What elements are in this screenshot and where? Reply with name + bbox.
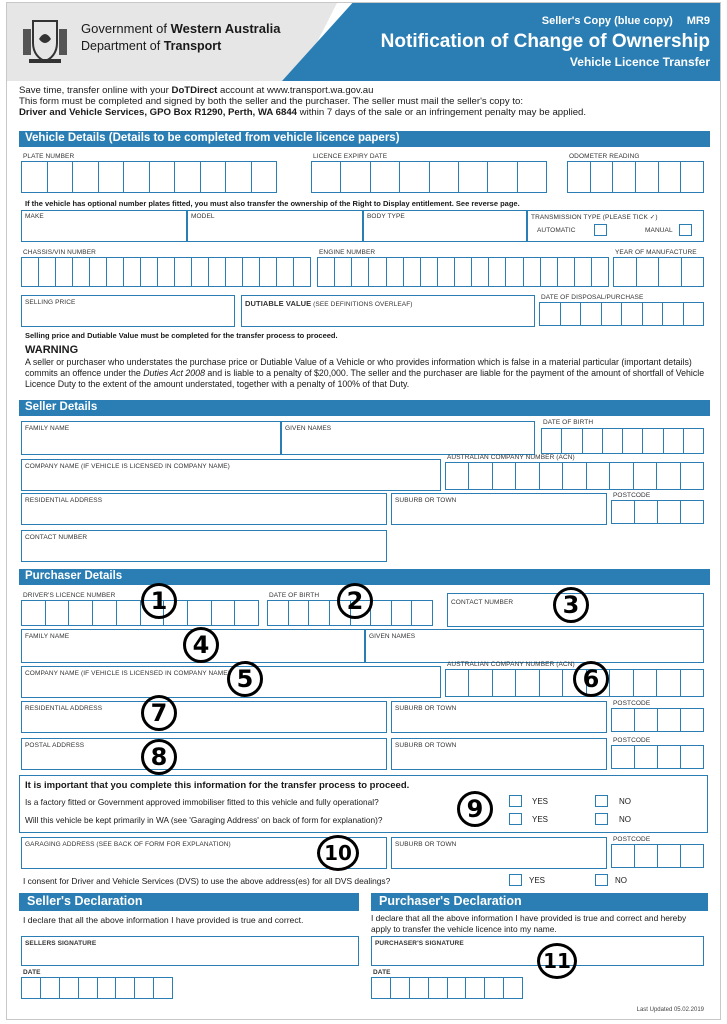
purchaser-family-name-label: FAMILY NAME	[25, 633, 70, 640]
odometer-label: ODOMETER READING	[569, 153, 640, 160]
purchaser-date-field[interactable]	[371, 977, 523, 999]
purchaser-postal-postcode-field[interactable]	[611, 745, 704, 769]
immobiliser-no-checkbox[interactable]	[595, 795, 608, 807]
seller-postcode-label: POSTCODE	[613, 492, 651, 499]
warning-text: A seller or purchaser who understates the purchase price or Dutiable Value of a Vehicle or who provides information which is false in a material particular (important details) commits an offence under the Duties Act 2008 and is liable to a penalty of $20,000. The seller and the purchaser are liable for the payment of the amount of shortfall of Vehicle Licence Duty to the extent of the amount understated, together with a penalty of 100% of that Duty.	[25, 357, 705, 389]
purchaser-res-suburb-label: SUBURB OR TOWN	[395, 705, 457, 712]
annotation-7: 7	[141, 695, 177, 731]
purchaser-declaration-bar: Purchaser's Declaration	[371, 893, 708, 911]
purchaser-res-postcode-field[interactable]	[611, 708, 704, 732]
seller-date-label: DATE	[23, 969, 41, 976]
purchaser-acn-label: AUSTRALIAN COMPANY NUMBER (ACN)	[447, 661, 575, 668]
seller-suburb-label: SUBURB OR TOWN	[395, 497, 457, 504]
form-title: Notification of Change of Ownership	[380, 31, 710, 52]
year-manufacture-label: YEAR OF MANUFACTURE	[615, 249, 697, 256]
form-page	[6, 2, 721, 1020]
wa-crest-icon	[19, 15, 71, 67]
garaging-postcode-field[interactable]	[611, 844, 704, 868]
seller-date-field[interactable]	[21, 977, 173, 999]
purchaser-date-label: DATE	[373, 969, 391, 976]
purchaser-licence-field[interactable]	[21, 600, 259, 626]
year-manufacture-field[interactable]	[613, 257, 704, 287]
annotation-1: 1	[141, 583, 177, 619]
disposal-date-label: DATE OF DISPOSAL/PURCHASE	[541, 294, 644, 301]
seller-contact-number-label: CONTACT NUMBER	[25, 534, 88, 541]
immobiliser-yes-checkbox[interactable]	[509, 795, 522, 807]
seller-acn-field[interactable]	[445, 462, 704, 490]
dutiable-value-label: DUTIABLE VALUE (SEE DEFINITIONS OVERLEAF)	[245, 299, 413, 308]
consent-no-checkbox[interactable]	[595, 874, 608, 886]
warning-heading: WARNING	[25, 344, 79, 356]
seller-declaration-bar: Seller's Declaration	[19, 893, 359, 911]
last-updated: Last Updated 05.02.2019	[636, 1007, 704, 1013]
selling-price-label: SELLING PRICE	[25, 299, 76, 306]
consent-no-label: NO	[615, 876, 627, 885]
annotation-9: 9	[457, 791, 493, 827]
purchaser-given-names-label: GIVEN NAMES	[369, 633, 416, 640]
seller-residential-address-label: RESIDENTIAL ADDRESS	[25, 497, 103, 504]
price-note: Selling price and Dutiable Value must be completed for the transfer process to proceed.	[25, 331, 338, 340]
annotation-4: 4	[183, 627, 219, 663]
annotation-2: 2	[337, 583, 373, 619]
purchaser-dob-label: DATE OF BIRTH	[269, 592, 320, 599]
automatic-checkbox[interactable]	[594, 224, 607, 236]
purchaser-licence-label: DRIVER'S LICENCE NUMBER	[23, 592, 116, 599]
annotation-8: 8	[141, 739, 177, 775]
seller-signature-label: SELLERS SIGNATURE	[25, 940, 97, 947]
odometer-field[interactable]	[567, 161, 704, 193]
annotation-10: 10	[317, 835, 359, 871]
engine-number-label: ENGINE NUMBER	[319, 249, 376, 256]
disposal-date-field[interactable]	[539, 302, 704, 326]
purchaser-details-bar: Purchaser Details	[19, 569, 710, 585]
purchaser-residential-address-label: RESIDENTIAL ADDRESS	[25, 705, 103, 712]
annotation-6: 6	[573, 661, 609, 697]
optional-plates-note: If the vehicle has optional number plates fitted, you must also transfer the ownership of the Right to Display entitlement. See reverse page.	[25, 199, 520, 208]
purchaser-declaration-text: I declare that all the above information I have provided is true and correct and hereby apply to transfer the vehicle licence into my name.	[371, 913, 687, 934]
kept-in-wa-yes-label: YES	[532, 815, 549, 824]
seller-declaration-text: I declare that all the above information I have provided is true and correct.	[23, 915, 304, 925]
kept-in-wa-no-checkbox[interactable]	[595, 813, 608, 825]
licence-expiry-label: LICENCE EXPIRY DATE	[313, 153, 388, 160]
consent-question: I consent for Driver and Vehicle Services (DVS) to use the above address(es) for all DVS dealings?	[23, 876, 391, 886]
consent-yes-label: YES	[529, 876, 546, 885]
seller-dob-field[interactable]	[541, 428, 704, 454]
kept-in-wa-question: Will this vehicle be kept primarily in WA (see 'Garaging Address' on back of form for explanation)?	[25, 815, 383, 825]
manual-label: MANUAL	[645, 227, 673, 234]
purchaser-given-names-field[interactable]	[365, 629, 704, 663]
immobiliser-yes-label: YES	[532, 797, 549, 806]
form-header	[7, 3, 721, 81]
form-code: MR9	[686, 15, 710, 27]
seller-postcode-field[interactable]	[611, 500, 704, 524]
kept-in-wa-yes-checkbox[interactable]	[509, 813, 522, 825]
purchaser-company-name-label: COMPANY NAME (IF VEHICLE IS LICENSED IN COMPANY NAME)	[25, 670, 230, 677]
chassis-label: CHASSIS/VIN NUMBER	[23, 249, 96, 256]
purchaser-signature-label: PURCHASER'S SIGNATURE	[375, 940, 464, 947]
consent-yes-checkbox[interactable]	[509, 874, 522, 886]
intro-text: Save time, transfer online with your DoTDirect account at www.transport.wa.gov.au This form must be completed and signed by both the seller and the purchaser. The seller must mail the seller's copy to: Driver and Vehicle Services, GPO Box R1290, Perth, WA 6844 within 7 days of the sale or an infringement penalty may be applied.	[19, 85, 587, 118]
garaging-postcode-label: POSTCODE	[613, 836, 651, 843]
body-type-label: BODY TYPE	[367, 213, 405, 220]
plate-number-label: PLATE NUMBER	[23, 153, 75, 160]
seller-company-name-label: COMPANY NAME (IF VEHICLE IS LICENSED IN COMPANY NAME)	[25, 463, 230, 470]
make-label: MAKE	[25, 213, 44, 220]
government-name: Government of Western Australia	[81, 21, 281, 36]
purchaser-res-postcode-label: POSTCODE	[613, 700, 651, 707]
immobiliser-no-label: NO	[619, 797, 631, 806]
engine-number-field[interactable]	[317, 257, 609, 287]
garaging-address-label: GARAGING ADDRESS (SEE BACK OF FORM FOR EXPLANATION)	[25, 841, 231, 848]
transmission-label: TRANSMISSION TYPE (PLEASE TICK ✓)	[531, 214, 658, 221]
form-subtitle: Vehicle Licence Transfer	[569, 55, 710, 69]
licence-expiry-field[interactable]	[311, 161, 547, 193]
annotation-5: 5	[227, 661, 263, 697]
make-field[interactable]	[21, 210, 187, 242]
seller-details-bar: Seller Details	[19, 400, 710, 416]
purchaser-postal-postcode-label: POSTCODE	[613, 737, 651, 744]
seller-dob-label: DATE OF BIRTH	[543, 419, 594, 426]
manual-checkbox[interactable]	[679, 224, 692, 236]
chassis-vin-field[interactable]	[21, 257, 311, 287]
department-name: Department of Transport	[81, 39, 222, 53]
copy-label: Seller's Copy (blue copy) MR9	[541, 15, 710, 27]
automatic-label: AUTOMATIC	[537, 227, 576, 234]
seller-acn-label: AUSTRALIAN COMPANY NUMBER (ACN)	[447, 454, 575, 461]
annotation-3: 3	[553, 587, 589, 623]
purchaser-postal-suburb-label: SUBURB OR TOWN	[395, 742, 457, 749]
model-label: MODEL	[191, 213, 215, 220]
purchaser-postal-address-label: POSTAL ADDRESS	[25, 742, 85, 749]
important-heading: It is important that you complete this information for the transfer process to proceed.	[25, 780, 410, 791]
seller-family-name-label: FAMILY NAME	[25, 425, 70, 432]
purchaser-contact-number-label: CONTACT NUMBER	[451, 599, 514, 606]
immobiliser-question: Is a factory fitted or Government approved immobiliser fitted to this vehicle and fully operational?	[25, 797, 379, 807]
vehicle-details-bar: Vehicle Details (Details to be completed from vehicle licence papers)	[19, 131, 710, 147]
seller-given-names-label: GIVEN NAMES	[285, 425, 332, 432]
annotation-11: 11	[537, 943, 577, 979]
garaging-suburb-label: SUBURB OR TOWN	[395, 841, 457, 848]
plate-number-field[interactable]	[21, 161, 277, 193]
kept-in-wa-no-label: NO	[619, 815, 631, 824]
